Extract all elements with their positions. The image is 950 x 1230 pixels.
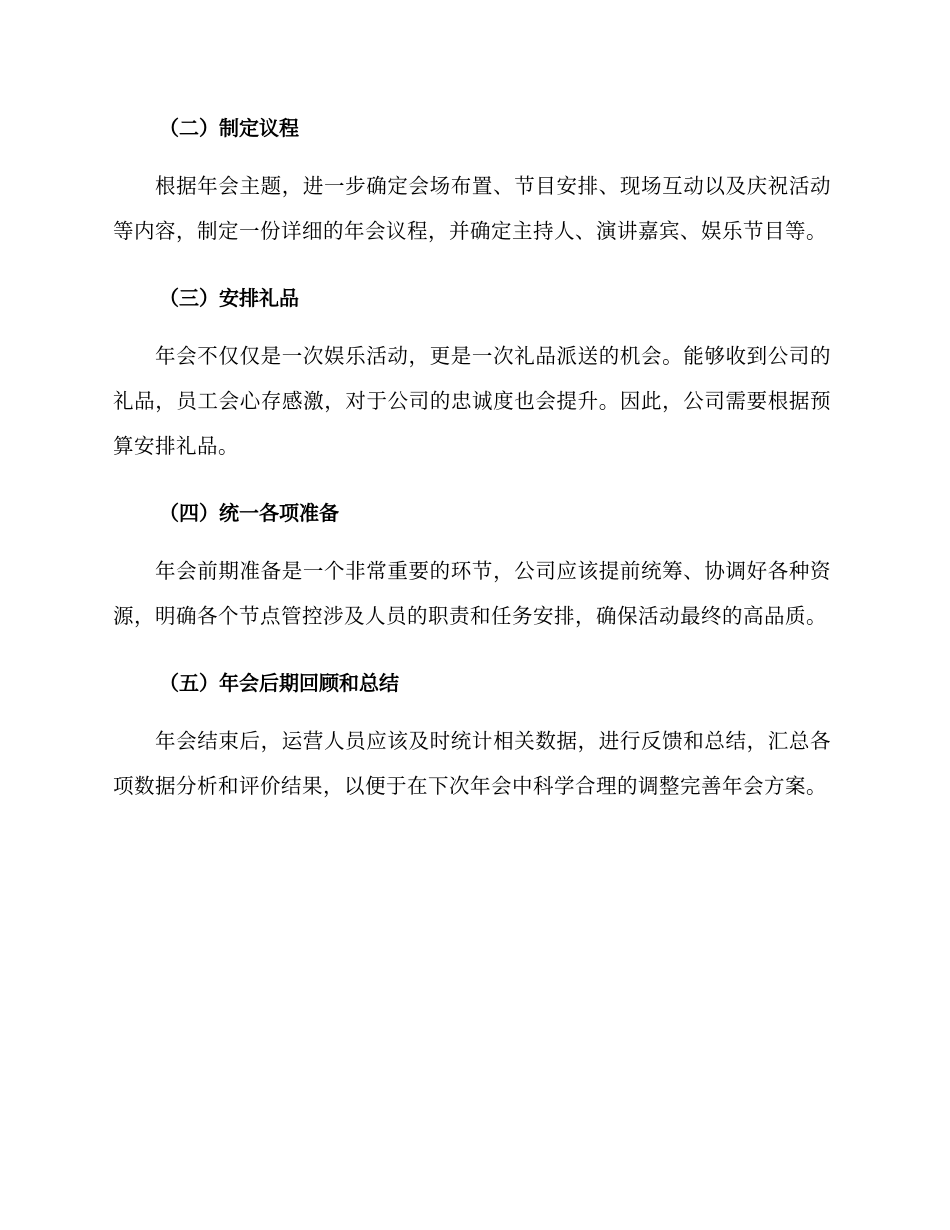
section-heading-review: （五）年会后期回顾和总结: [159, 671, 399, 695]
section-heading-agenda: （二）制定议程: [159, 116, 299, 140]
section-body-agenda: 根据年会主题，进一步确定会场布置、节目安排、现场互动以及庆祝活动等内容，制定一份详细的年会议程，并确定主持人、演讲嘉宾、娱乐节目等。: [113, 174, 831, 243]
section-heading-preparation: （四）统一各项准备: [159, 501, 339, 525]
section-heading-gifts: （三）安排礼品: [159, 286, 299, 310]
section-body-review: 年会结束后，运营人员应该及时统计相关数据，进行反馈和总结，汇总各项数据分析和评价结果，以便于在下次年会中科学合理的调整完善年会方案。: [113, 729, 831, 798]
section-body-gifts: 年会不仅仅是一次娱乐活动，更是一次礼品派送的机会。能够收到公司的礼品，员工会心存感激，对于公司的忠诚度也会提升。因此，公司需要根据预算安排礼品。: [113, 344, 831, 458]
document-content: [113, 110, 831, 835]
section-body-preparation: 年会前期准备是一个非常重要的环节，公司应该提前统筹、协调好各种资源，明确各个节点管控涉及人员的职责和任务安排，确保活动最终的高品质。: [113, 559, 831, 628]
